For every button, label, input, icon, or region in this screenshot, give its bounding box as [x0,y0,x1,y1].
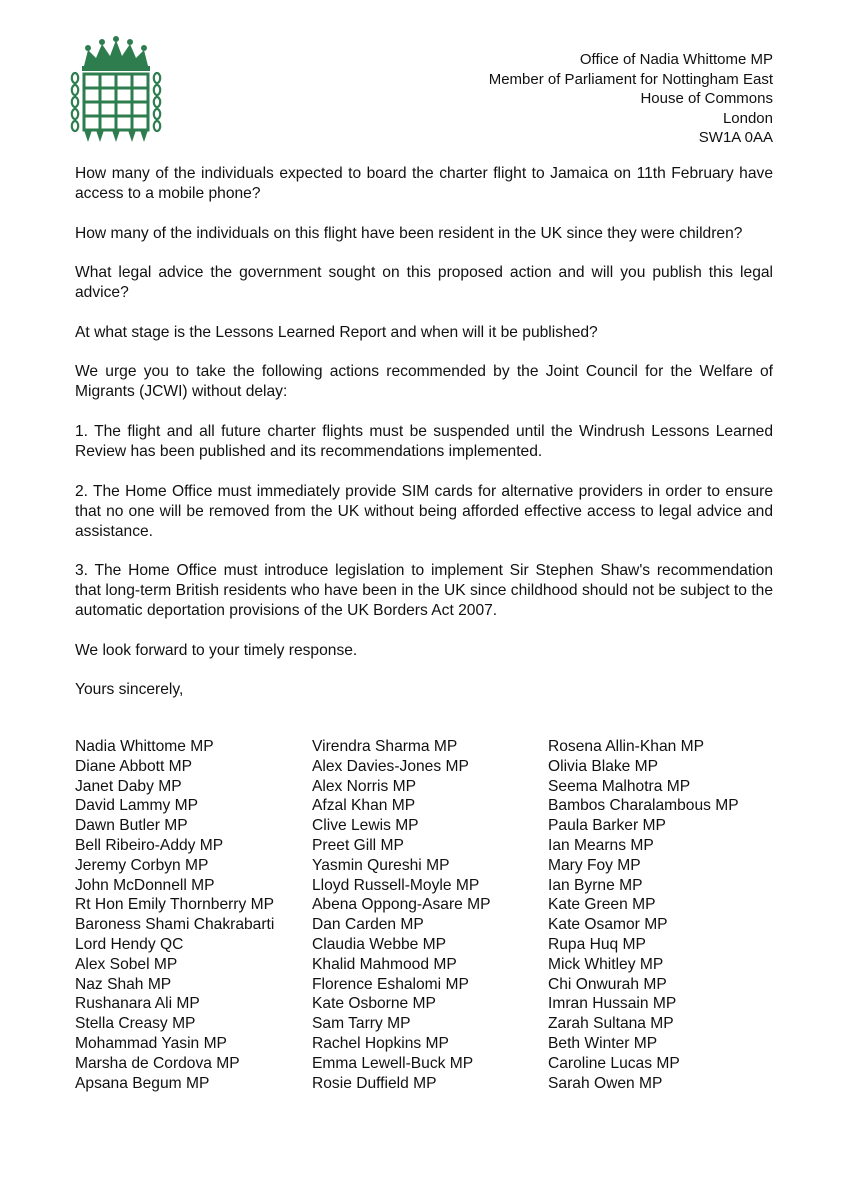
signatory: Rachel Hopkins MP [312,1034,449,1052]
signatory: Kate Osborne MP [312,995,436,1013]
signatory: Mary Foy MP [548,856,641,874]
signatory: Yasmin Qureshi MP [312,856,450,874]
signatories-column-2 [312,737,491,1093]
signatory: Alex Davies-Jones MP [312,757,469,775]
signatory: Olivia Blake MP [548,757,659,775]
address-line-postcode: SW1A 0AA [698,129,773,146]
address-line-office: Office of Nadia Whittome MP [579,51,773,68]
signatory: Dan Carden MP [312,916,424,934]
signatories-column-3 [548,737,739,1093]
signatory: Claudia Webbe MP [312,935,447,953]
response-request: We look forward to your timely response. [75,641,358,659]
address-line-house: House of Commons [640,90,773,107]
signatory: Mohammad Yasin MP [75,1034,227,1052]
signatory: Rt Hon Emily Thornberry MP [75,896,275,914]
signatories-column-1 [75,737,274,1093]
signatory: Abena Oppong-Asare MP [312,896,491,914]
address-line-city: London [722,109,773,127]
signatory: Beth Winter MP [548,1034,658,1052]
signatory: Bell Ribeiro-Addy MP [75,836,224,854]
office-address [489,50,773,148]
signatory: Alex Sobel MP [75,955,178,973]
question-legal-advice: What legal advice the government sought on this proposed action and will you publish this legal advice? [75,264,773,302]
signatory: Ian Byrne MP [548,876,643,894]
signatory: Kate Green MP [548,896,656,914]
signatory: John McDonnell MP [75,876,215,894]
signatory: Caroline Lucas MP [548,1054,680,1072]
portcullis-icon [66,36,166,144]
signatory: Naz Shah MP [75,975,172,993]
question-lessons-learned: At what stage is the Lessons Learned Report and when will it be published? [75,323,598,341]
signatory: Jeremy Corbyn MP [75,856,209,874]
signatory: Bambos Charalambous MP [548,797,739,815]
address-line-member: Member of Parliament for Nottingham East [488,70,773,88]
action-3: 3. The Home Office must introduce legislation to implement Sir Stephen Shaw's recommendation that long-term British residents who have been in the UK since childhood should not be subject to the automatic deportation provisions of the UK Borders Act 2007. [75,562,773,620]
sign-off: Yours sincerely, [75,681,184,699]
action-1: 1. The flight and all future charter flights must be suspended until the Windrush Lessons Learned Review has been published and its recommendations implemented. [75,422,773,460]
signatory: Emma Lewell-Buck MP [312,1054,474,1072]
signatory: Mick Whitley MP [548,955,664,973]
signatory: Florence Eshalomi MP [312,975,469,993]
signatory: Rupa Huq MP [548,935,646,953]
signatory: Rosie Duffield MP [312,1074,437,1092]
signatory: Rosena Allin-Khan MP [548,738,705,755]
signatory: Marsha de Cordova MP [75,1054,240,1072]
question-residency: How many of the individuals on this flight have been resident in the UK since they were children? [75,224,743,242]
signatory: Stella Creasy MP [75,1015,196,1033]
letter-body [75,164,773,720]
signatory: Dawn Butler MP [75,817,188,835]
signatory: Rushanara Ali MP [75,995,200,1013]
signatory: Clive Lewis MP [312,817,419,835]
action-2: 2. The Home Office must immediately provide SIM cards for alternative providers in order to ensure that no one will be removed from the UK without being afforded effective access to legal advice and assistance. [75,482,773,540]
signatory: Alex Norris MP [312,777,416,795]
jcwi-intro: We urge you to take the following actions recommended by the Joint Council for the Welfare of Migrants (JCWI) without delay: [75,363,773,401]
signatory: Chi Onwurah MP [548,975,667,993]
signatory: David Lammy MP [75,797,199,815]
signatory: Lloyd Russell-Moyle MP [312,876,480,894]
signatory: Seema Malhotra MP [548,777,691,795]
signatory: Janet Daby MP [75,777,182,795]
signatory: Apsana Begum MP [75,1074,210,1092]
signatory: Ian Mearns MP [548,836,654,854]
signatory: Paula Barker MP [548,817,666,835]
signatory: Virendra Sharma MP [312,738,458,755]
signatory: Sam Tarry MP [312,1015,411,1033]
signatory: Lord Hendy QC [75,935,184,953]
signatory: Zarah Sultana MP [548,1015,674,1033]
signatory: Kate Osamor MP [548,916,668,934]
signatory: Sarah Owen MP [548,1074,663,1092]
signatory: Baroness Shami Chakrabarti [75,916,275,934]
question-mobile-phones: How many of the individuals expected to board the charter flight to Jamaica on 11th February have access to a mobile phone? [75,165,773,202]
signatory: Imran Hussain MP [548,995,677,1013]
signatory: Nadia Whittome MP [75,738,214,755]
signatory: Preet Gill MP [312,836,404,854]
signatory: Afzal Khan MP [312,797,416,815]
signatory: Khalid Mahmood MP [312,955,457,973]
signatory: Diane Abbott MP [75,757,193,775]
